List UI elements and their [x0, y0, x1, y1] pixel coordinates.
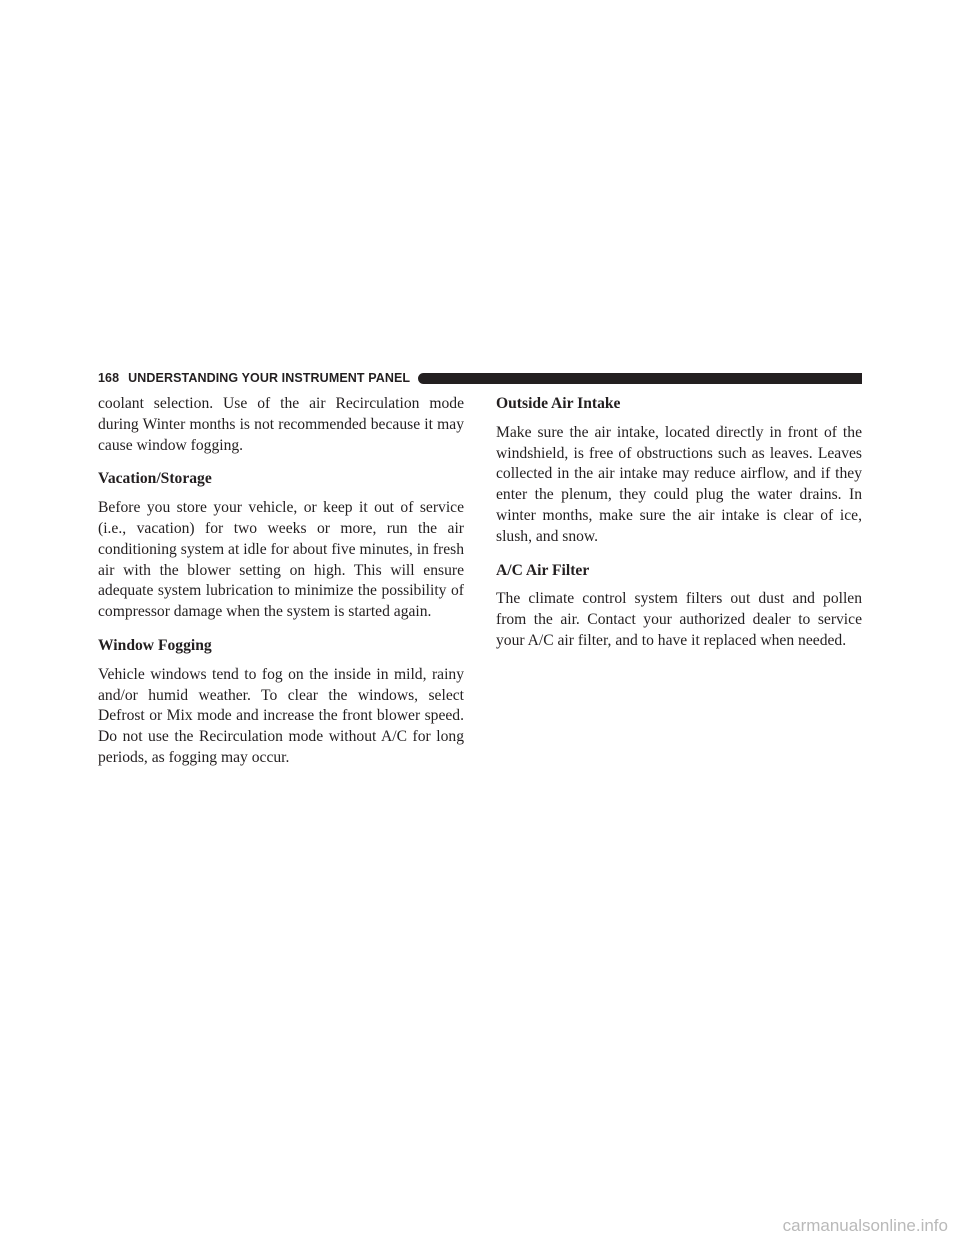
section-title: UNDERSTANDING YOUR INSTRUMENT PANEL: [128, 371, 411, 385]
left-column: [98, 394, 464, 782]
header-rule: [418, 373, 862, 384]
outside-air-intake-paragraph: Make sure the air intake, located directly in front of the windshield, is free of obstructions such as leaves. Leaves collected in the air intake may reduce airflow, and if they enter the plenum, they could plug the water drains. In winter months, make sure the air intake is clear of ice, slush, and snow.: [496, 423, 862, 545]
ac-air-filter-paragraph: The climate control system filters out dust and pollen from the air. Contact your authorized dealer to service your A/C air filter, and to have it replaced when needed.: [496, 590, 862, 649]
page-number: 168: [98, 371, 120, 385]
window-fogging-heading: Window Fogging: [98, 636, 212, 654]
watermark-link[interactable]: carmanualsonline.info: [782, 1216, 948, 1235]
page-header: [98, 370, 862, 386]
outside-air-intake-heading: Outside Air Intake: [496, 395, 621, 412]
vacation-storage-heading: Vacation/Storage: [98, 470, 212, 488]
intro-paragraph: coolant selection. Use of the air Recirculation mode during Winter months is not recommended because it may cause window fogging.: [98, 395, 464, 454]
right-column: [496, 394, 862, 665]
ac-air-filter-heading: A/C Air Filter: [496, 561, 590, 579]
vacation-storage-paragraph: Before you store your vehicle, or keep it out of service (i.e., vacation) for two weeks or more, run the air conditioning system at idle for about five minutes, in fresh air with the blower setting on high. This will ensure adequate system lubrication to minimize the possibility of compressor damage when the system is started again.: [98, 499, 464, 621]
window-fogging-paragraph: Vehicle windows tend to fog on the inside in mild, rainy and/or humid weather. To clear the windows, select Defrost or Mix mode and increase the front blower speed. Do not use the Recirculation mode without A/C for long periods, as fogging may occur.: [98, 665, 464, 766]
